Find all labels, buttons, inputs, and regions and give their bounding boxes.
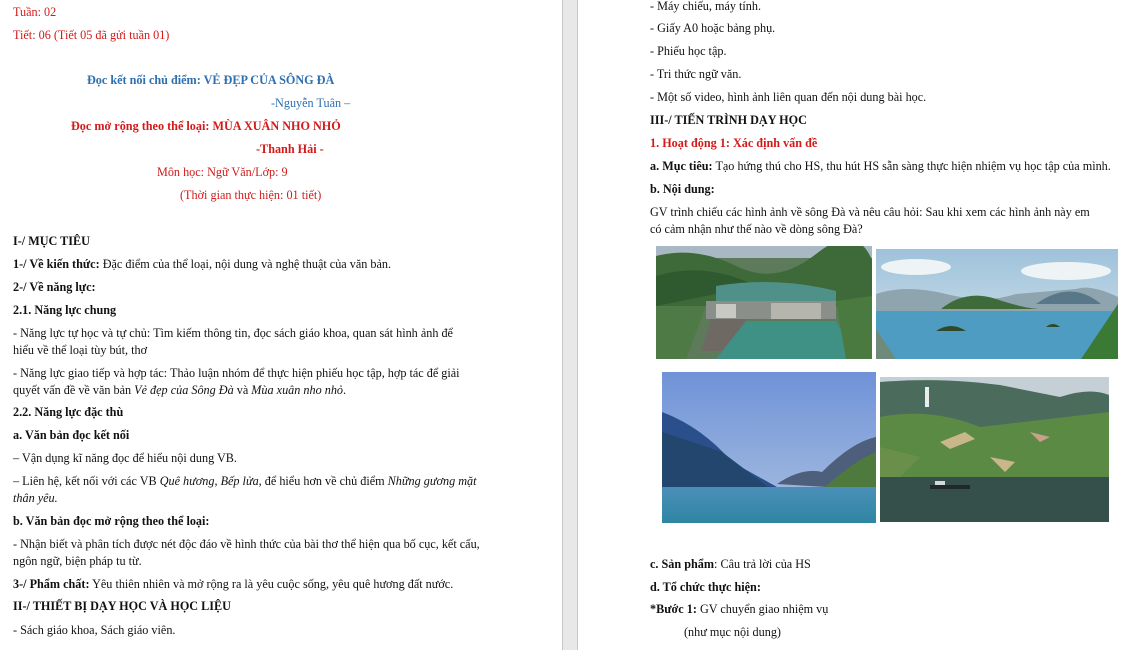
activity-1-heading: 1. Hoạt động 1: Xác định vấn đề <box>650 136 818 150</box>
document-page-left <box>0 0 562 650</box>
week-label: Tuần: 02 <box>13 5 57 19</box>
extended-reading-item-line1: - Nhận biết và phân tích được nét độc đáo về hình thức của bài thơ thể hiện qua bố cục, kết cấu, <box>13 537 480 551</box>
terraced-hills-boat-photo <box>880 377 1109 522</box>
material-item-4: - Phiếu học tập. <box>650 44 727 58</box>
subject-label: Môn học: Ngữ Văn/Lớp: 9 <box>157 165 288 179</box>
goal-text: Tạo hứng thú cho HS, thu hút HS sẵn sàng thực hiện nhiệm vụ học tập của mình. <box>712 159 1111 173</box>
text-run: quyết vấn đề về văn bản <box>13 383 135 397</box>
material-item-1: - Sách giáo khoa, Sách giáo viên. <box>13 623 176 637</box>
activity-goal <box>650 159 1111 174</box>
title-extended-reading <box>71 119 341 134</box>
extended-reading-heading: b. Văn bản đọc mở rộng theo thể loại: <box>13 514 210 528</box>
quality-objective <box>13 577 453 592</box>
product-label: c. Sản phẩm <box>650 557 715 571</box>
knowledge-text: Đặc điểm của thể loại, nội dung và nghệ thuật của văn bản. <box>99 257 392 271</box>
product-line <box>650 557 811 572</box>
title-connect-label: Đọc kết nối chủ điểm: <box>87 73 204 87</box>
work-titles: Quê hương, Bếp lửa, <box>159 474 262 488</box>
knowledge-objective <box>13 257 391 272</box>
author-nguyen-tuan: -Nguyễn Tuân – <box>271 96 351 110</box>
page-gutter <box>562 0 578 650</box>
organize-heading: d. Tổ chức thực hiện: <box>650 580 761 594</box>
connect-reading-heading: a. Văn bản đọc kết nối <box>13 428 130 442</box>
general-competence-heading: 2.1. Năng lực chung <box>13 303 117 317</box>
activity-content-line2: có cảm nhận như thế nào về dòng sông Đà? <box>650 222 863 236</box>
general-competence-2-line2 <box>13 383 346 398</box>
connect-reading-item-2-line1 <box>13 474 477 489</box>
material-item-6: - Một số video, hình ảnh liên quan đến nội dung bài học. <box>650 90 927 104</box>
text-run: . <box>343 383 347 397</box>
general-competence-1-line1: - Năng lực tự học và tự chủ: Tìm kiếm thông tin, đọc sách giáo khoa, quan sát hình ảnh để <box>13 326 453 340</box>
extended-reading-item-line2: ngôn ngữ, biện pháp tu từ. <box>13 554 142 568</box>
activity-content-line1: GV trình chiếu các hình ảnh về sông Đà và nêu câu hỏi: Sau khi xem các hình ảnh này em <box>650 205 1090 219</box>
material-item-5: - Tri thức ngữ văn. <box>650 67 742 81</box>
step-1-note: (như mục nội dung) <box>684 625 781 639</box>
section-equipment-heading: II-/ THIẾT BỊ DẠY HỌC VÀ HỌC LIỆU <box>13 599 231 613</box>
goal-label: a. Mục tiêu: <box>650 159 713 173</box>
title-extended-label: Đọc mở rộng theo thể loại: <box>71 119 213 133</box>
connect-reading-item-2-line2: thân yêu. <box>13 491 58 505</box>
theme-title: Những gương mặt <box>387 474 477 488</box>
product-text: : Câu trả lời của HS <box>714 557 811 571</box>
step-1-text: GV chuyển giao nhiệm vụ <box>696 602 829 616</box>
quality-label: 3-/ Phẩm chất: <box>13 577 90 591</box>
competence-heading: 2-/ Về năng lực: <box>13 280 96 294</box>
title-connect-reading <box>87 73 334 88</box>
knowledge-label: 1-/ Về kiến thức: <box>13 257 100 271</box>
step-1-line <box>650 602 828 617</box>
material-item-3: - Giấy A0 hoặc bảng phụ. <box>650 21 776 35</box>
period-label: Tiết: 06 (Tiết 05 đã gửi tuần 01) <box>13 28 170 42</box>
title-extended-value: MÙA XUÂN NHO NHỎ <box>212 119 341 133</box>
text-run: và <box>233 383 252 397</box>
lake-islands-photo <box>876 249 1118 359</box>
duration-label: (Thời gian thực hiện: 01 tiết) <box>180 188 322 202</box>
section-objectives-heading: I-/ MỤC TIÊU <box>13 234 90 248</box>
title-connect-value: VẺ ĐẸP CỦA SÔNG ĐÀ <box>203 73 335 87</box>
activity-content-label: b. Nội dung: <box>650 182 715 196</box>
quality-text: Yêu thiên nhiên và mở rộng ra là yêu cuộc sống, yêu quê hương đất nước. <box>89 577 454 591</box>
document-page-right <box>578 0 1133 650</box>
text-run: – Liên hệ, kết nối với các VB <box>13 474 160 488</box>
general-competence-1-line2: hiểu về thể loại tùy bút, thơ <box>13 343 148 357</box>
material-item-2: - Máy chiếu, máy tính. <box>650 0 762 13</box>
author-thanh-hai: -Thanh Hải - <box>256 142 324 156</box>
step-1-label: *Bước 1: <box>650 602 697 616</box>
section-process-heading: III-/ TIẾN TRÌNH DẠY HỌC <box>650 113 807 127</box>
general-competence-2-line1: - Năng lực giao tiếp và hợp tác: Thảo luận nhóm để thực hiện phiếu học tập, hợp tác để giải <box>13 366 460 380</box>
river-gorge-photo <box>662 372 876 523</box>
work-title-song-da: Vẻ đẹp của Sông Đà <box>134 383 234 397</box>
text-run: để hiểu hơn về chủ điểm <box>261 474 388 488</box>
specific-competence-heading: 2.2. Năng lực đặc thù <box>13 405 124 419</box>
connect-reading-item-1: – Vận dụng kĩ năng đọc để hiểu nội dung VB. <box>13 451 237 465</box>
hydropower-dam-photo <box>656 246 872 359</box>
work-title-mua-xuan: Mùa xuân nho nhỏ <box>251 383 344 397</box>
